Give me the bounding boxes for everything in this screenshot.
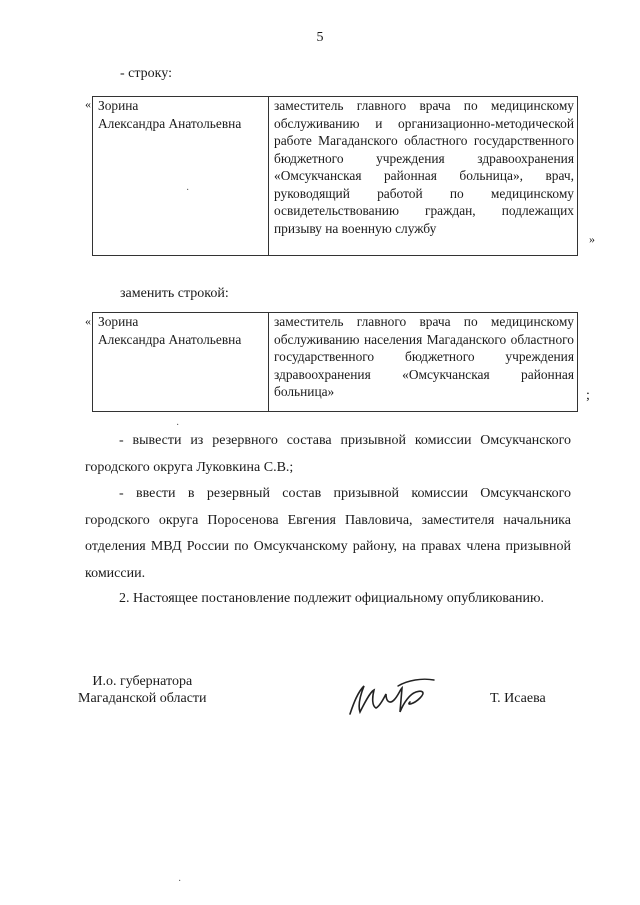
handwritten-signature-icon (340, 672, 450, 722)
new-row-table (92, 312, 578, 412)
paragraph-add: - ввести в резервный состав призывной комиссии Омсукчанского городского округа Поросенова Евгения Павловича, заместителя начальника отделения МВД России по Омсукчанскому району, на правах члена призывной комиссии. (85, 486, 571, 581)
old-row-name: Зорина Александра Анатольевна (93, 97, 269, 256)
new-row-position: заместитель главного врача по медицинскому обслуживанию населения Магаданского областного государственного бюджетного учреждения здравоохранения «Омсукчанская районная больница» (269, 313, 578, 412)
signatory-name: Т. Исаева (490, 691, 546, 706)
paragraph-publish: 2. Настоящее постановление подлежит официальному опубликованию. (119, 591, 544, 606)
scan-speck: · (178, 876, 182, 887)
old-row-table (92, 96, 578, 256)
old-row-position: заместитель главного врача по медицинскому обслуживанию и организационно-методической работе Магаданского областного государственного бюджетного учреждения здравоохранения «Омсукчанская районная больница», врач, руководящий работой по медицинскому освидетельствованию граждан, подлежащих призыву на военную службу (269, 97, 578, 256)
paragraph-remove: - вывести из резервного состава призывной комиссии Омсукчанского городского округа Луковкина С.В.; (85, 433, 571, 475)
scan-speck: · (176, 420, 180, 431)
line-label: - строку: (120, 66, 172, 81)
page-number: 5 (316, 30, 324, 45)
quote-open-old: « (85, 97, 91, 111)
signatory-title: И.о. губернатора Магаданской области (78, 674, 207, 706)
replace-label: заменить строкой: (120, 286, 229, 301)
quote-close-old: » (589, 232, 595, 246)
new-row-name: Зорина Александра Анатольевна (93, 313, 269, 412)
scan-speck: · (186, 185, 190, 196)
semicolon-mark: ; (586, 388, 590, 403)
quote-open-new: « (85, 314, 91, 328)
